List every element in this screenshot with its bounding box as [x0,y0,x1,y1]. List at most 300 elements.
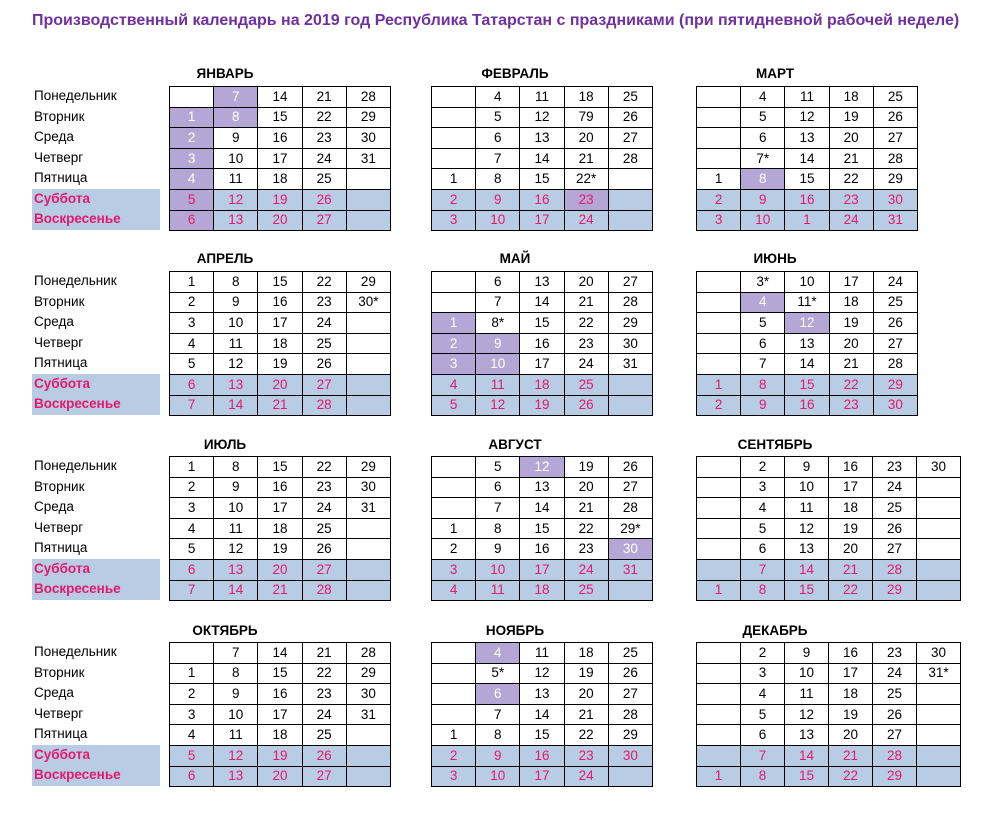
day-cell [917,518,961,539]
day-label: Воскресенье [32,394,160,415]
day-cell: 4 [170,169,214,190]
week-row [697,189,918,210]
day-cell: 7 [476,498,520,519]
day-cell: 5 [741,704,785,725]
day-cell: 21 [564,292,608,313]
day-cell: 7 [170,580,214,601]
day-cell: 2 [170,684,214,705]
week-row [170,477,391,498]
day-cell: 21 [258,395,302,416]
week-row [432,684,653,705]
day-cell: 18 [564,87,608,108]
day-cell: 2 [432,333,476,354]
day-cell: 17 [829,663,873,684]
day-cell: 11 [214,725,258,746]
day-label: Четверг [34,149,84,165]
week-row [697,457,961,478]
day-cell: 7 [476,148,520,169]
day-cell: 5 [170,189,214,210]
week-row [432,580,653,601]
day-cell: 20 [564,128,608,149]
month-name: НОЯБРЬ [485,623,545,638]
day-cell: 25 [608,643,652,664]
day-cell: 3 [432,766,476,787]
day-cell: 18 [258,518,302,539]
day-cell [608,210,652,231]
day-cell: 1 [170,107,214,128]
day-cell [697,148,741,169]
day-cell: 24 [873,663,917,684]
week-row [170,148,391,169]
day-cell: 9 [741,189,785,210]
day-cell: 17 [520,559,564,580]
day-cell: 20 [258,210,302,231]
day-cell: 15 [785,766,829,787]
day-cell: 30 [917,643,961,664]
day-cell: 18 [829,498,873,519]
day-cell [608,189,652,210]
day-cell: 22 [829,766,873,787]
day-cell: 13 [785,333,829,354]
day-label: Среда [34,314,74,329]
day-cell: 30 [873,395,917,416]
week-row [432,87,653,108]
day-cell [917,559,961,580]
day-cell: 17 [258,704,302,725]
day-cell: 14 [785,354,829,375]
day-cell: 29 [608,725,652,746]
day-cell: 31 [346,498,390,519]
day-cell: 31 [608,559,652,580]
week-row [432,663,653,684]
day-cell: 13 [785,725,829,746]
day-cell: 4 [741,87,785,108]
day-cell: 16 [520,745,564,766]
day-cell: 28 [608,498,652,519]
day-cell: 11* [785,292,829,313]
day-cell: 2 [697,189,741,210]
day-cell: 14 [520,148,564,169]
day-cell: 8 [476,518,520,539]
day-cell: 27 [873,539,917,560]
day-cell [346,745,390,766]
day-cell [170,643,214,664]
day-cell: 6 [476,684,520,705]
week-row [170,663,391,684]
day-cell: 30 [608,539,652,560]
day-label: Четверг [34,334,84,350]
day-cell [432,704,476,725]
week-row [697,663,961,684]
day-cell [346,210,390,231]
day-cell: 17 [829,272,873,293]
day-cell: 13 [785,539,829,560]
week-row [432,766,653,787]
day-cell [697,457,741,478]
day-cell [917,580,961,601]
day-cell: 9 [214,684,258,705]
day-cell [346,518,390,539]
day-cell: 12 [214,354,258,375]
day-cell: 6 [170,559,214,580]
day-cell: 22 [302,457,346,478]
day-cell: 21 [829,745,873,766]
day-cell: 16 [258,128,302,149]
day-cell: 30 [346,477,390,498]
month-table [431,86,653,231]
day-cell [697,518,741,539]
day-cell: 3 [170,498,214,519]
day-cell: 23 [302,292,346,313]
day-cell: 28 [346,643,390,664]
day-cell: 26 [302,745,346,766]
week-row [697,684,961,705]
day-cell: 13 [785,128,829,149]
day-cell: 15 [258,272,302,293]
day-cell: 26 [608,457,652,478]
day-cell: 28 [873,354,917,375]
day-cell: 10 [785,272,829,293]
day-cell: 21 [258,580,302,601]
day-cell: 4 [476,87,520,108]
week-row [697,107,918,128]
month-table [169,86,391,231]
day-cell: 7 [741,745,785,766]
day-cell [346,395,390,416]
day-cell: 21 [564,498,608,519]
day-cell: 28 [302,580,346,601]
day-cell: 12 [785,313,829,334]
week-row [170,580,391,601]
day-cell [432,272,476,293]
day-cell: 27 [873,128,917,149]
week-row [432,169,653,190]
day-cell: 15 [520,169,564,190]
day-cell: 13 [520,128,564,149]
day-cell: 8 [476,725,520,746]
day-cell: 2 [170,128,214,149]
day-cell: 2 [170,292,214,313]
day-cell [917,498,961,519]
day-cell: 13 [520,477,564,498]
day-label: Понедельник [34,88,117,103]
day-cell: 16 [785,395,829,416]
day-cell: 29 [873,169,917,190]
week-row [432,148,653,169]
day-cell: 5 [741,518,785,539]
day-cell: 22 [564,313,608,334]
day-cell: 31 [873,210,917,231]
week-row [170,559,391,580]
day-cell: 12 [785,107,829,128]
day-cell: 3 [170,148,214,169]
day-cell: 8* [476,313,520,334]
day-cell: 17 [258,498,302,519]
day-cell [697,643,741,664]
day-cell: 1 [697,580,741,601]
day-cell: 4 [170,725,214,746]
day-cell: 12 [785,518,829,539]
day-cell: 19 [258,539,302,560]
day-cell: 21 [564,704,608,725]
day-cell: 30 [873,189,917,210]
day-cell: 19 [258,354,302,375]
day-cell: 26 [564,395,608,416]
day-cell: 10 [785,663,829,684]
day-cell [608,169,652,190]
day-cell: 22 [564,518,608,539]
day-labels [32,642,160,786]
day-cell [432,87,476,108]
day-cell: 12 [214,745,258,766]
day-cell: 22 [302,107,346,128]
day-cell: 11 [785,498,829,519]
day-labels [32,271,160,415]
day-cell: 10 [214,148,258,169]
month-name: АПРЕЛЬ [196,251,254,266]
day-cell: 10 [476,766,520,787]
day-cell: 17 [258,148,302,169]
day-cell: 23 [302,477,346,498]
week-row [697,725,961,746]
week-row [170,498,391,519]
week-row [432,643,653,664]
day-cell: 12 [520,457,564,478]
day-cell: 23 [873,643,917,664]
day-cell: 16 [258,292,302,313]
day-cell [346,559,390,580]
day-cell: 4 [741,292,785,313]
week-row [432,210,653,231]
day-cell [608,374,652,395]
day-cell: 6 [170,210,214,231]
day-cell: 18 [564,643,608,664]
day-cell: 20 [258,766,302,787]
day-cell: 9 [476,333,520,354]
day-cell: 23 [564,745,608,766]
day-cell: 26 [873,313,917,334]
day-cell [697,313,741,334]
day-cell: 11 [214,169,258,190]
day-label: Пятница [34,726,88,741]
day-cell: 28 [346,87,390,108]
day-cell: 22 [564,725,608,746]
day-label: Пятница [34,170,88,185]
day-cell [346,725,390,746]
day-cell [432,477,476,498]
day-label: Вторник [34,293,85,309]
day-cell: 5 [476,107,520,128]
day-cell [608,395,652,416]
day-cell: 19 [520,395,564,416]
day-cell: 23 [302,128,346,149]
day-cell: 6 [741,128,785,149]
day-cell: 24 [564,766,608,787]
week-row [170,518,391,539]
day-cell [697,498,741,519]
day-cell [697,333,741,354]
day-cell: 25 [873,292,917,313]
day-cell: 7 [214,643,258,664]
day-cell: 6 [741,725,785,746]
day-cell [697,272,741,293]
day-cell: 16 [258,684,302,705]
day-cell: 15 [520,313,564,334]
day-cell: 14 [214,395,258,416]
day-cell [346,539,390,560]
day-cell: 24 [302,148,346,169]
day-cell: 26 [302,539,346,560]
week-row [432,272,653,293]
day-cell: 28 [302,395,346,416]
week-row [432,745,653,766]
day-cell [917,539,961,560]
page-title: Производственный календарь на 2019 год Республика Татарстан с праздниками (при пятидневной рабочей неделе) [32,12,960,29]
day-cell: 5 [476,457,520,478]
day-cell: 7* [741,148,785,169]
day-cell: 12 [520,107,564,128]
day-cell [917,766,961,787]
day-cell: 8 [476,169,520,190]
day-cell: 8 [214,272,258,293]
day-cell: 27 [302,210,346,231]
week-row [432,313,653,334]
day-cell: 26 [302,189,346,210]
day-cell: 29 [873,374,917,395]
day-cell: 21 [829,148,873,169]
day-cell: 29 [346,663,390,684]
day-cell: 29 [346,272,390,293]
day-cell [432,107,476,128]
month-name: ЯНВАРЬ [196,66,254,81]
day-cell: 9 [214,477,258,498]
day-cell: 29 [346,457,390,478]
week-row [697,498,961,519]
week-row [170,374,391,395]
month-table [169,271,391,416]
day-cell: 27 [302,374,346,395]
day-cell: 22 [302,663,346,684]
day-cell: 9 [214,128,258,149]
day-cell: 14 [785,745,829,766]
day-cell [608,766,652,787]
day-cell: 27 [608,272,652,293]
day-cell: 1 [432,313,476,334]
day-cell: 22 [829,374,873,395]
day-cell: 30 [917,457,961,478]
day-cell: 79 [564,107,608,128]
day-cell: 14 [214,580,258,601]
day-cell: 26 [873,704,917,725]
day-label: Воскресенье [32,579,160,600]
day-cell: 30 [346,684,390,705]
day-cell [697,704,741,725]
day-cell: 25 [302,518,346,539]
day-cell: 6 [741,539,785,560]
month-name: МАЙ [499,251,531,266]
day-cell: 18 [520,374,564,395]
week-row [432,704,653,725]
week-row [697,128,918,149]
day-cell: 2 [697,395,741,416]
day-cell: 27 [608,684,652,705]
day-cell: 18 [829,87,873,108]
week-row [170,128,391,149]
day-cell: 18 [258,725,302,746]
week-row [697,272,918,293]
week-row [697,580,961,601]
day-cell: 15 [785,374,829,395]
day-cell: 19 [564,457,608,478]
day-cell [917,745,961,766]
day-cell [432,128,476,149]
day-cell: 17 [829,477,873,498]
week-row [432,539,653,560]
day-cell: 14 [520,498,564,519]
day-label: Вторник [34,108,85,124]
day-cell: 21 [829,354,873,375]
day-cell [697,292,741,313]
day-cell [917,684,961,705]
week-row [697,313,918,334]
day-cell: 29 [608,313,652,334]
month-table [431,642,653,787]
day-cell: 29 [873,580,917,601]
day-cell: 3* [741,272,785,293]
day-cell: 19 [564,663,608,684]
month-table [696,271,918,416]
day-cell: 2 [741,457,785,478]
day-cell: 14 [520,292,564,313]
week-row [432,725,653,746]
day-cell: 6 [476,477,520,498]
day-label: Среда [34,685,74,700]
day-cell: 27 [608,477,652,498]
day-labels [32,86,160,230]
day-cell: 20 [829,128,873,149]
week-row [170,189,391,210]
day-cell: 9 [214,292,258,313]
day-cell: 20 [564,272,608,293]
day-cell: 12 [214,539,258,560]
week-row [432,292,653,313]
day-cell: 25 [302,169,346,190]
day-cell: 10 [476,210,520,231]
day-cell [697,128,741,149]
day-label: Вторник [34,478,85,494]
day-cell: 23 [564,189,608,210]
day-cell: 5 [741,107,785,128]
week-row [697,354,918,375]
month-name: ИЮНЬ [753,251,797,266]
month-name: ИЮЛЬ [203,437,247,452]
day-cell: 14 [785,559,829,580]
day-cell [697,539,741,560]
day-cell: 16 [520,539,564,560]
day-cell: 3 [697,210,741,231]
day-cell: 3 [170,313,214,334]
week-row [170,169,391,190]
week-row [170,643,391,664]
month-table [696,86,918,231]
day-cell: 30* [346,292,390,313]
day-cell: 26 [873,107,917,128]
month-table [696,456,947,601]
day-label: Суббота [32,559,160,580]
day-cell: 26 [302,354,346,375]
day-cell: 8 [741,169,785,190]
month-name: ОКТЯБРЬ [192,623,258,638]
